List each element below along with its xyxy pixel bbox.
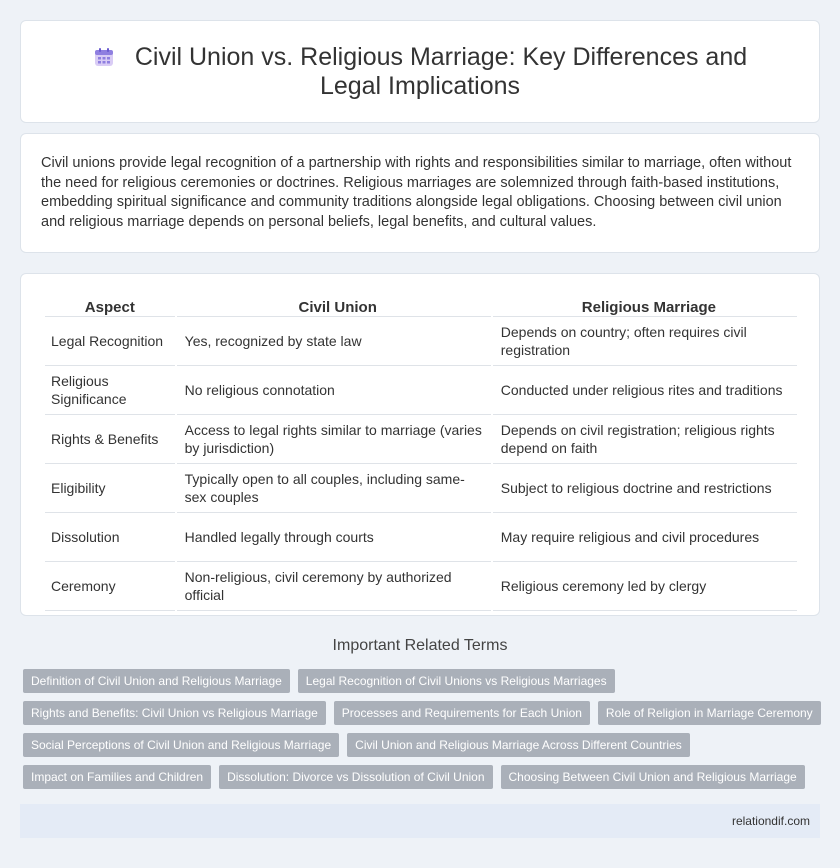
aspect-cell: Eligibility bbox=[45, 464, 175, 513]
civil-union-cell: Handled legally through courts bbox=[177, 513, 491, 562]
table-row bbox=[45, 415, 797, 464]
table-row bbox=[45, 366, 797, 415]
related-terms-tags bbox=[23, 669, 823, 797]
aspect-cell: Religious Significance bbox=[45, 366, 175, 415]
tag-row bbox=[23, 765, 823, 789]
civil-union-cell: Non-religious, civil ceremony by authorized official bbox=[177, 562, 491, 611]
related-term-tag[interactable]: Impact on Families and Children bbox=[23, 765, 211, 789]
aspect-cell: Ceremony bbox=[45, 562, 175, 611]
comparison-table bbox=[43, 294, 799, 611]
religious-marriage-cell: Conducted under religious rites and traditions bbox=[493, 366, 797, 415]
comparison-card bbox=[20, 273, 820, 616]
civil-union-cell: Access to legal rights similar to marriage (varies by jurisdiction) bbox=[177, 415, 491, 464]
religious-marriage-cell: Depends on civil registration; religious rights depend on faith bbox=[493, 415, 797, 464]
religious-marriage-cell: Religious ceremony led by clergy bbox=[493, 562, 797, 611]
title-card bbox=[20, 20, 820, 123]
civil-union-cell: No religious connotation bbox=[177, 366, 491, 415]
header-religious-marriage: Religious Marriage bbox=[493, 294, 797, 317]
related-term-tag[interactable]: Processes and Requirements for Each Union bbox=[334, 701, 590, 725]
aspect-cell: Dissolution bbox=[45, 513, 175, 562]
religious-marriage-cell: May require religious and civil procedures bbox=[493, 513, 797, 562]
civil-union-cell: Yes, recognized by state law bbox=[177, 317, 491, 366]
footer-site-link[interactable]: relationdif.com bbox=[731, 814, 810, 828]
religious-marriage-cell: Depends on country; often requires civil registration bbox=[493, 317, 797, 366]
related-term-tag[interactable]: Dissolution: Divorce vs Dissolution of Civil Union bbox=[219, 765, 492, 789]
related-term-tag[interactable]: Civil Union and Religious Marriage Across Different Countries bbox=[347, 733, 690, 757]
tag-row bbox=[23, 733, 823, 757]
table-row bbox=[45, 562, 797, 611]
related-term-tag[interactable]: Legal Recognition of Civil Unions vs Religious Marriages bbox=[298, 669, 615, 693]
related-term-tag[interactable]: Rights and Benefits: Civil Union vs Religious Marriage bbox=[23, 701, 326, 725]
table-header-row bbox=[45, 294, 797, 317]
tag-row bbox=[23, 669, 823, 693]
page-title-text: Civil Union vs. Religious Marriage: Key Differences and Legal Implications bbox=[134, 43, 748, 100]
related-terms-title: Important Related Terms bbox=[332, 637, 508, 654]
religious-marriage-cell: Subject to religious doctrine and restrictions bbox=[493, 464, 797, 513]
civil-union-cell: Typically open to all couples, including same-sex couples bbox=[177, 464, 491, 513]
related-term-tag[interactable]: Role of Religion in Marriage Ceremony bbox=[598, 701, 821, 725]
table-row bbox=[45, 513, 797, 562]
footer bbox=[20, 804, 820, 838]
related-term-tag[interactable]: Choosing Between Civil Union and Religious Marriage bbox=[501, 765, 805, 789]
calendar-icon bbox=[93, 46, 115, 68]
table-row bbox=[45, 464, 797, 513]
header-aspect: Aspect bbox=[45, 294, 175, 317]
related-term-tag[interactable]: Social Perceptions of Civil Union and Religious Marriage bbox=[23, 733, 339, 757]
intro-paragraph: Civil unions provide legal recognition of a partnership with rights and responsibilities similar to marriage, often without the need for religious ceremonies or doctrines. Religious marriages are solemnized through faith-based institutions, embedding spiritual significance and community traditions alongside legal obligations. Choosing between civil union and religious marriage depends on personal beliefs, legal benefits, and cultural values. bbox=[41, 155, 792, 230]
aspect-cell: Rights & Benefits bbox=[45, 415, 175, 464]
tag-row bbox=[23, 701, 823, 725]
header-civil-union: Civil Union bbox=[177, 294, 491, 317]
page-title bbox=[61, 43, 779, 101]
intro-card bbox=[20, 133, 820, 253]
table-row bbox=[45, 317, 797, 366]
related-term-tag[interactable]: Definition of Civil Union and Religious Marriage bbox=[23, 669, 290, 693]
aspect-cell: Legal Recognition bbox=[45, 317, 175, 366]
